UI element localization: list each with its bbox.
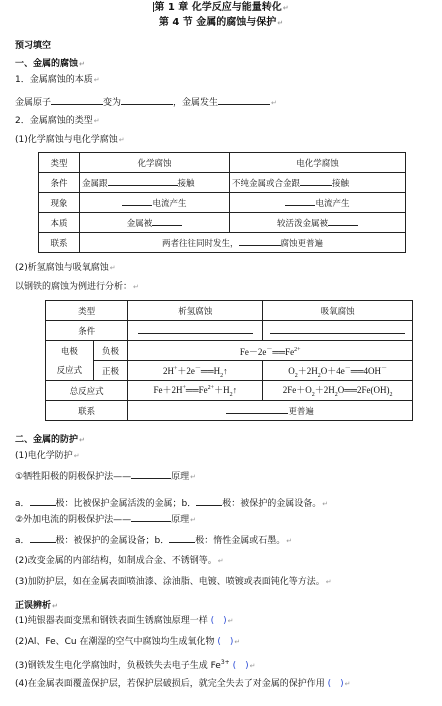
charge-sup: + <box>182 385 186 392</box>
return-mark: ↵ <box>133 283 139 291</box>
equation-text: ＋2H <box>314 385 335 396</box>
section-two-title-text: 二、金属的防护 <box>15 435 79 445</box>
pole-text: 极：被保护的金属设备；b． <box>55 536 170 546</box>
blank-field[interactable] <box>196 496 222 506</box>
chapter-title-text: 第 1 章 化学反应与能量转化 <box>154 2 282 13</box>
table-cell <box>80 193 230 213</box>
cell-text: 接触 <box>177 179 195 189</box>
subsection-one <box>15 134 125 146</box>
analysis-intro-text: 以钢铁的腐蚀为例进行分析： <box>15 282 133 292</box>
judge-item <box>15 657 255 672</box>
essence-part-3: ，金属发生 <box>173 98 219 108</box>
return-mark: ↵ <box>271 99 277 107</box>
return-mark: ↵ <box>286 537 293 545</box>
preview-heading <box>15 40 51 52</box>
return-mark: ↵ <box>109 264 116 272</box>
table-header-cell: 化学腐蚀 <box>80 153 230 173</box>
equation-text: ══Fe <box>185 385 208 396</box>
essence-part-1: 金属原子 <box>15 98 52 108</box>
equation-text: ＋2e <box>177 365 195 376</box>
equation-text: Fe＋2H <box>153 385 183 396</box>
table-row <box>39 173 406 193</box>
table-cell <box>263 321 413 341</box>
blank-field[interactable] <box>121 95 173 105</box>
equation-text: Fe－2e <box>239 346 267 357</box>
equation-text: ＋H <box>214 385 230 396</box>
protection-one <box>15 450 80 462</box>
charge-sup: 2+ <box>294 346 301 353</box>
blank-field[interactable] <box>226 404 288 414</box>
judge-item-text: (1)纯银器表面变黑和钢铁表面生锈腐蚀原理一样 <box>15 616 208 626</box>
judge-item <box>15 615 234 627</box>
table-cell <box>80 173 230 193</box>
blank-field[interactable] <box>328 216 358 226</box>
table-cell <box>128 341 413 361</box>
row-label: 反应式 <box>46 361 94 381</box>
equation-text: 2H <box>162 365 174 376</box>
cell-text: 较活泼金属被 <box>276 219 328 229</box>
return-mark: ↵ <box>234 638 241 646</box>
question-one-text: 1．金属腐蚀的本质 <box>15 75 93 85</box>
row-label: 条件 <box>46 321 128 341</box>
table-cell <box>128 401 413 421</box>
section-one-title-text: 一、金属的腐蚀 <box>15 59 79 69</box>
method-one <box>15 469 196 483</box>
protection-two-text: (2)改变金属的内部结构，如制成合金、不锈钢等。 <box>15 556 217 566</box>
table-cell <box>230 213 406 233</box>
section-one-title <box>15 58 85 70</box>
cell-text: 金属跟 <box>82 179 108 189</box>
blank-field[interactable] <box>152 216 182 226</box>
method-one-text: 原理 <box>171 472 190 482</box>
subsection-two <box>15 262 116 274</box>
essence-part-2: 变为 <box>103 98 122 108</box>
judge-heading-text: 正误辨析 <box>15 601 52 611</box>
blank-field[interactable] <box>300 176 332 186</box>
row-label: 正极 <box>93 361 128 381</box>
judge-item-text: (3)钢铁发生电化学腐蚀时，负极铁失去电子生成 Fe <box>15 661 221 671</box>
table-cell <box>128 321 263 341</box>
return-mark: ↵ <box>190 473 196 481</box>
return-mark: ↵ <box>190 516 196 524</box>
table-header-cell: 类型 <box>39 153 80 173</box>
table-cell: $O_2+2H_2O+4e^-══4OH^-$ <box>263 361 413 381</box>
subsection-one-text: (1)化学腐蚀与电化学腐蚀 <box>15 135 118 145</box>
method-two <box>15 512 196 526</box>
blank-field[interactable] <box>108 176 178 186</box>
equation-text: ══Fe <box>272 346 295 357</box>
table-cell <box>230 173 406 193</box>
cell-text: 电流产生 <box>152 199 187 209</box>
blank-field[interactable] <box>131 469 171 479</box>
table-row <box>46 321 413 341</box>
table-row <box>39 193 406 213</box>
row-label: 本质 <box>39 213 80 233</box>
question-two-text: 2．金属腐蚀的类型 <box>15 116 93 126</box>
return-mark: ↵ <box>79 60 85 68</box>
return-mark: ↵ <box>73 452 80 460</box>
equation-text: ══H <box>200 365 221 376</box>
equation-text: O══2Fe(OH) <box>337 385 390 396</box>
section-two-title <box>15 434 85 446</box>
row-label: 联系 <box>46 401 128 421</box>
section-title <box>0 17 442 29</box>
answer-paren[interactable]: ( ) <box>210 616 227 626</box>
pole-text: a． <box>15 499 30 509</box>
cell-text: 金属被 <box>126 219 153 229</box>
return-mark: ↵ <box>322 500 329 508</box>
corrosion-type-table <box>38 152 406 253</box>
charge-sup: 3+ <box>220 659 230 666</box>
blank-field[interactable] <box>218 95 270 105</box>
blank-field[interactable] <box>285 196 315 206</box>
cell-text: 腐蚀更普遍 <box>280 239 324 249</box>
equation-text: ＋2H <box>297 365 318 376</box>
table-row <box>39 213 406 233</box>
equation-text: 2Fe＋O <box>282 385 312 396</box>
judge-item <box>15 678 351 690</box>
method-two-text: ②外加电流的阴极保护法—— <box>15 515 132 525</box>
charge-sup: － <box>344 365 351 372</box>
steel-corrosion-table <box>45 300 413 421</box>
table-row <box>39 233 406 253</box>
table-row <box>39 153 406 173</box>
table-header-cell: 电化学腐蚀 <box>230 153 406 173</box>
answer-paren[interactable]: ( ) <box>232 661 249 671</box>
protection-one-text: (1)电化学防护 <box>15 451 73 461</box>
answer-paren[interactable]: ( ) <box>217 637 234 647</box>
row-label: 联系 <box>39 233 80 253</box>
method-two-poles <box>15 533 292 547</box>
charge-sup: － <box>381 365 388 372</box>
section-title-text: 第 4 节 金属的腐蚀与保护 <box>158 17 277 28</box>
blank-field[interactable] <box>30 496 56 506</box>
pole-text: 极：被保护的金属设备。 <box>222 499 322 509</box>
preview-heading-text: 预习填空 <box>15 41 52 51</box>
judge-item <box>15 636 240 648</box>
table-cell: $2H^++2e^-══H_2↑$ <box>128 361 263 381</box>
answer-paren[interactable]: ( ) <box>327 679 344 689</box>
charge-sup: 2+ <box>207 385 215 392</box>
return-mark: ↵ <box>227 617 234 625</box>
table-row <box>46 401 413 421</box>
table-cell <box>230 193 406 213</box>
table-row <box>46 341 413 361</box>
return-mark: ↵ <box>52 602 58 610</box>
protection-three <box>15 576 332 588</box>
essence-line <box>15 95 277 109</box>
table-header-cell: 类型 <box>46 301 128 321</box>
method-one-poles <box>15 496 328 510</box>
cell-text: 不纯金属或合金跟 <box>232 179 301 189</box>
judge-heading <box>15 600 58 612</box>
return-mark: ↵ <box>249 662 256 670</box>
blank-field[interactable] <box>131 512 171 522</box>
blank-field[interactable] <box>122 196 152 206</box>
charge-sup: + <box>173 365 178 372</box>
protection-three-text: (3)加防护层，如在金属表面喷油漆、涂油脂、电镀、喷镀或表面钝化等方法。 <box>15 577 325 587</box>
pole-text: a． <box>15 536 30 546</box>
return-mark: ↵ <box>93 76 100 84</box>
row-label: 电极 <box>46 341 94 361</box>
return-mark: ↵ <box>118 136 125 144</box>
question-one <box>15 74 100 86</box>
blank-field[interactable] <box>51 95 103 105</box>
equation-text: O <box>288 365 295 376</box>
judge-item-text: (2)Al、Fe、Cu 在潮湿的空气中腐蚀均生成氧化物 <box>15 637 215 647</box>
return-mark: ↵ <box>325 578 332 586</box>
row-label: 负极 <box>93 341 128 361</box>
table-cell <box>80 213 230 233</box>
row-label: 总反应式 <box>46 381 128 401</box>
charge-sup: － <box>194 365 201 372</box>
table-header-cell: 吸氧腐蚀 <box>263 301 413 321</box>
chapter-title <box>0 2 442 14</box>
cell-text: 接触 <box>332 179 350 189</box>
judge-item-text: (4)在金属表面覆盖保护层，若保护层破损后，就完全失去了对金属的保护作用 <box>15 679 325 689</box>
table-cell: $Fe+2H^+══Fe^{2+}+H_2↑$ <box>128 381 263 401</box>
equation-text: ══4OH <box>350 365 382 376</box>
return-mark: ↵ <box>344 680 351 688</box>
row-label: 现象 <box>39 193 80 213</box>
blank-field[interactable] <box>138 324 253 334</box>
cell-text: 电流产生 <box>315 199 350 209</box>
equation-text: O＋4e <box>320 365 345 376</box>
table-cell: $2Fe+O_2+2H_2O══2Fe(OH)_2$ <box>263 381 413 401</box>
return-mark: ↵ <box>282 4 289 12</box>
charge-sup: － <box>266 346 273 353</box>
row-label: 条件 <box>39 173 80 193</box>
blank-field[interactable] <box>30 533 56 543</box>
pole-text: 极：惰性金属或石墨。 <box>195 536 286 546</box>
blank-field[interactable] <box>169 533 195 543</box>
subsection-two-text: (2)析氢腐蚀与吸氧腐蚀 <box>15 263 109 273</box>
analysis-intro <box>15 281 139 293</box>
cell-text: 两者往往同时发生， <box>161 239 239 249</box>
table-header-cell: 析氢腐蚀 <box>128 301 263 321</box>
cell-text: 更普遍 <box>288 407 314 417</box>
return-mark: ↵ <box>93 117 100 125</box>
return-mark: ↵ <box>217 557 224 565</box>
table-cell <box>80 233 406 253</box>
table-row <box>46 301 413 321</box>
table-row <box>46 381 413 401</box>
blank-field[interactable] <box>270 324 405 334</box>
method-two-text: 原理 <box>171 515 190 525</box>
question-two <box>15 115 100 127</box>
pole-text: 极：比被保护金属活泼的金属；b． <box>55 499 197 509</box>
return-mark: ↵ <box>79 436 85 444</box>
return-mark: ↵ <box>277 19 284 27</box>
method-one-text: ①牺牲阳极的阴极保护法—— <box>15 472 132 482</box>
table-row <box>46 361 413 381</box>
blank-field[interactable] <box>239 236 281 246</box>
protection-two <box>15 555 224 567</box>
